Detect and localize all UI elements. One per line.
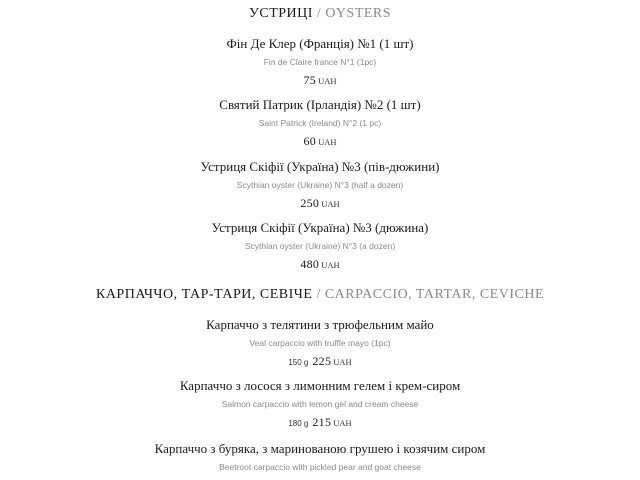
item-price: 480: [300, 257, 320, 271]
item-name-ua: Устриця Скіфії (Україна) №3 (пів-дюжини): [200, 159, 440, 174]
item-name-en: Scythian oyster (Ukraine) N°3 (a dozen): [244, 241, 396, 251]
item-price-line: [0, 132, 640, 150]
item-price-line: [0, 71, 640, 89]
section-title-sep: /: [312, 287, 325, 302]
section-title-oysters: [0, 6, 640, 22]
item-currency: UAH: [318, 137, 337, 147]
item-weight: 150 g: [288, 358, 309, 367]
item-price-line: [0, 194, 640, 212]
item-name-en: Salmon carpaccio with lemon gel and cream cheese: [221, 399, 419, 409]
section-title-ua: КАРПАЧЧО, ТАР-ТАРИ, СЕВІЧЕ: [95, 287, 313, 302]
section-title-en: OYSTERS: [325, 6, 392, 21]
section-title-en: CARPACCIO, TARTAR, CEVICHE: [324, 287, 544, 302]
item-name-ua: Карпаччо з лосося з лимонним гелем і крем-сиром: [179, 378, 461, 393]
item-name-ua: Карпаччо з буряка, з маринованою грушею і козячим сиром: [154, 441, 486, 456]
item-name-ua: Устриця Скіфії (Україна) №3 (дюжина): [211, 220, 429, 235]
item-currency: UAH: [333, 357, 352, 367]
section-title-sep: /: [312, 6, 326, 21]
item-price: 75: [303, 73, 317, 87]
item-price-line: [0, 352, 640, 370]
item-name-ua: Святий Патрик (Ірландія) №2 (1 шт): [219, 97, 421, 112]
item-name-en: Saint Patrick (Ireland) N°2 (1 pc): [258, 118, 382, 128]
item-name-ua: Карпаччо з телятини з трюфельним майо: [206, 317, 434, 332]
menu-item: [0, 219, 640, 273]
item-name-en: Scythian oyster (Ukraine) N°3 (half a dozen): [236, 180, 404, 190]
item-weight: 180 g: [288, 419, 309, 428]
item-currency: UAH: [321, 260, 340, 270]
menu-item: [0, 377, 640, 431]
item-currency: UAH: [321, 199, 340, 209]
item-currency: UAH: [333, 418, 352, 428]
menu-item: [0, 440, 640, 474]
menu-item: [0, 35, 640, 89]
section-title-ua: УСТРИЦІ: [248, 6, 313, 21]
item-name-en: Veal carpaccio with truffle mayo (1pc): [249, 338, 391, 348]
item-price: 250: [300, 196, 320, 210]
menu-item: [0, 96, 640, 150]
menu-item: [0, 316, 640, 370]
item-currency: UAH: [318, 76, 337, 86]
menu-item: [0, 158, 640, 212]
item-name-ua: Фін Де Клер (Франція) №1 (1 шт): [226, 36, 414, 51]
section-title-carpaccio: [0, 287, 640, 303]
item-name-en: Fin de Claire france N°1 (1pc): [263, 57, 377, 67]
item-price: 215: [312, 415, 332, 429]
item-name-en: Beetroot carpaccio with pickled pear and goat cheese: [219, 462, 421, 472]
item-price: 225: [312, 354, 332, 368]
item-price-line: [0, 413, 640, 431]
item-price: 60: [303, 134, 317, 148]
item-price-line: [0, 255, 640, 273]
